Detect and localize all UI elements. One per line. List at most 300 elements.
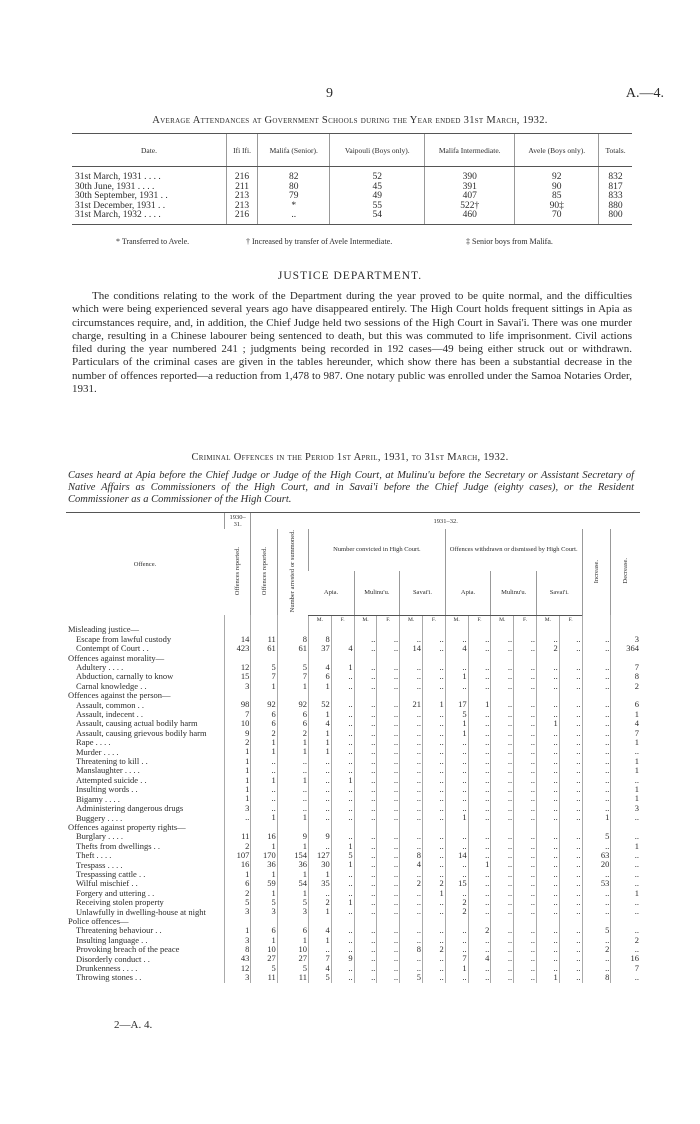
offence-value-cell: .. — [422, 644, 445, 653]
offence-value-cell: .. — [611, 898, 640, 907]
offence-value-cell — [354, 691, 377, 700]
offence-value-cell: .. — [514, 851, 537, 860]
offence-value-cell — [277, 625, 308, 634]
offence-value-cell: 3 — [224, 682, 250, 691]
offence-value-cell: .. — [354, 898, 377, 907]
offence-row — [66, 813, 640, 822]
offence-value-cell: 1 — [536, 719, 559, 728]
offence-value-cell — [354, 823, 377, 832]
offence-value-cell: .. — [491, 964, 514, 973]
offence-value-cell: .. — [224, 813, 250, 822]
offence-value-cell: 2 — [611, 936, 640, 945]
offence-value-cell — [377, 823, 400, 832]
col-convicted-apia: Apia. — [308, 571, 354, 615]
offence-name: Rape . . . . — [76, 738, 111, 748]
offence-value-cell — [611, 653, 640, 662]
offence-value-cell: 1 — [331, 776, 354, 785]
col-arrested: Number arrested or summoned. — [289, 530, 297, 613]
offence-value-cell — [251, 625, 277, 634]
offence-row — [66, 954, 640, 963]
offence-name: Assault, common . . — [76, 700, 144, 710]
offence-value-cell: .. — [582, 776, 611, 785]
offence-value-cell: .. — [354, 889, 377, 898]
offence-row — [66, 804, 640, 813]
offence-row — [66, 672, 640, 681]
offence-value-cell: 107 — [224, 851, 250, 860]
offence-value-cell — [468, 653, 491, 662]
offence-value-cell: .. — [536, 794, 559, 803]
offence-value-cell: .. — [400, 936, 423, 945]
offence-value-cell: 92 — [277, 700, 308, 709]
offence-value-cell: .. — [491, 757, 514, 766]
offence-value-cell: .. — [331, 757, 354, 766]
offence-row — [66, 700, 640, 709]
offence-name: Carnal knowledge . . — [76, 681, 147, 691]
offence-value-cell — [308, 823, 331, 832]
attendance-cell: 460 — [425, 211, 515, 224]
offence-value-cell: .. — [536, 964, 559, 973]
offence-value-cell: 3 — [224, 907, 250, 916]
attendance-cell: 90‡ — [515, 202, 599, 212]
offence-value-cell — [491, 691, 514, 700]
offence-value-cell: .. — [514, 794, 537, 803]
offence-value-cell: .. — [611, 747, 640, 756]
offence-value-cell: 5 — [251, 964, 277, 973]
offence-value-cell: 1 — [224, 794, 250, 803]
offence-value-cell: .. — [582, 898, 611, 907]
offence-value-cell: .. — [422, 794, 445, 803]
offence-value-cell — [468, 691, 491, 700]
offence-value-cell: .. — [377, 879, 400, 888]
offence-value-cell — [251, 653, 277, 662]
col-decrease: Decrease. — [622, 558, 630, 584]
offence-value-cell: 5 — [277, 964, 308, 973]
offence-value-cell: .. — [400, 964, 423, 973]
offence-value-cell: 2 — [422, 879, 445, 888]
sex-subheader-cell — [251, 615, 277, 625]
offence-value-cell: .. — [514, 973, 537, 982]
offence-value-cell: 1 — [224, 870, 250, 879]
offence-value-cell: .. — [277, 757, 308, 766]
offence-value-cell: .. — [422, 776, 445, 785]
offence-row — [66, 907, 640, 916]
offence-value-cell: .. — [611, 907, 640, 916]
offence-value-cell: .. — [611, 973, 640, 982]
offence-value-cell — [559, 823, 582, 832]
offence-name: Threatening to kill . . — [76, 756, 148, 767]
offence-value-cell: 1 — [224, 766, 250, 775]
offence-value-cell — [468, 917, 491, 926]
offence-value-cell — [354, 625, 377, 634]
offence-row — [66, 635, 640, 644]
offence-value-cell — [377, 691, 400, 700]
offence-value-cell: .. — [354, 964, 377, 973]
offence-value-cell: 1 — [224, 926, 250, 935]
col-convicted-mulinuu: Mulinu'u. — [354, 571, 400, 615]
offence-value-cell: .. — [445, 870, 468, 879]
offence-value-cell: .. — [251, 757, 277, 766]
offence-value-cell: .. — [445, 936, 468, 945]
offence-value-cell: 12 — [224, 964, 250, 973]
offence-value-cell: .. — [468, 898, 491, 907]
offence-value-cell: .. — [445, 663, 468, 672]
offence-value-cell — [331, 625, 354, 634]
offence-value-cell: 6 — [251, 926, 277, 935]
offence-value-cell: 1 — [277, 936, 308, 945]
offence-category: Police offences— — [68, 916, 129, 926]
offence-value-cell: .. — [377, 785, 400, 794]
offence-value-cell — [514, 691, 537, 700]
offence-value-cell: .. — [514, 700, 537, 709]
offence-value-cell: 4 — [445, 644, 468, 653]
offence-name: Forgery and uttering . . — [76, 888, 155, 898]
offence-name: Disorderly conduct . . — [76, 954, 150, 964]
offence-value-cell: .. — [377, 860, 400, 869]
offence-value-cell — [224, 691, 250, 700]
offence-value-cell — [251, 823, 277, 832]
offence-value-cell — [491, 653, 514, 662]
offence-value-cell: 4 — [308, 719, 331, 728]
offence-value-cell: 27 — [251, 954, 277, 963]
offence-value-cell: 3 — [611, 804, 640, 813]
offence-value-cell: 5 — [251, 663, 277, 672]
offence-value-cell: 5 — [277, 898, 308, 907]
offence-value-cell — [354, 917, 377, 926]
offence-value-cell: .. — [559, 889, 582, 898]
offence-category-row — [66, 823, 640, 832]
offence-value-cell: 1 — [611, 794, 640, 803]
offence-value-cell: 4 — [308, 964, 331, 973]
offence-value-cell: 1 — [251, 747, 277, 756]
offence-value-cell: .. — [514, 804, 537, 813]
offence-value-cell: 1 — [308, 870, 331, 879]
attendance-cell: 800 — [599, 211, 632, 224]
offence-name: Burglary . . . . — [76, 832, 124, 842]
offence-row — [66, 832, 640, 841]
offence-value-cell: 3 — [224, 936, 250, 945]
attendance-cell: 52 — [330, 167, 425, 183]
offence-value-cell: 1 — [611, 785, 640, 794]
offence-value-cell — [611, 917, 640, 926]
offence-value-cell: .. — [422, 936, 445, 945]
offence-value-cell: .. — [582, 889, 611, 898]
offence-value-cell — [445, 823, 468, 832]
offence-value-cell: 1 — [224, 757, 250, 766]
offence-value-cell: .. — [611, 879, 640, 888]
offence-value-cell: 2 — [445, 907, 468, 916]
offence-value-cell: 6 — [277, 926, 308, 935]
offence-value-cell: .. — [400, 776, 423, 785]
attendance-cell: 31st March, 1931 . . . . — [75, 172, 161, 182]
offence-value-cell: 6 — [611, 700, 640, 709]
offence-value-cell — [582, 691, 611, 700]
offence-value-cell: .. — [611, 860, 640, 869]
offence-value-cell: 7 — [251, 672, 277, 681]
col-withdrawn: Offences withdrawn or dismissed by High Court. — [445, 529, 582, 571]
offence-value-cell: 14 — [400, 644, 423, 653]
attendance-cell: 79 — [258, 192, 330, 202]
offence-value-cell: .. — [445, 842, 468, 851]
offence-value-cell: .. — [308, 889, 331, 898]
offence-name: Insulting words . . — [76, 785, 138, 795]
offence-value-cell: 37 — [308, 644, 331, 653]
offence-value-cell: 1 — [308, 682, 331, 691]
offence-value-cell: .. — [445, 832, 468, 841]
footnote-increased: † Increased by transfer of Avele Intermediate. — [246, 237, 393, 246]
offence-value-cell: .. — [377, 747, 400, 756]
offence-value-cell: .. — [331, 964, 354, 973]
offence-value-cell: .. — [331, 785, 354, 794]
offence-value-cell: 1 — [445, 729, 468, 738]
offence-value-cell: .. — [468, 644, 491, 653]
offence-value-cell: .. — [536, 889, 559, 898]
offence-value-cell: .. — [331, 729, 354, 738]
offence-value-cell: .. — [491, 766, 514, 775]
offence-value-cell: 2 — [468, 926, 491, 935]
offence-row — [66, 973, 640, 982]
offence-value-cell: .. — [559, 898, 582, 907]
offence-value-cell — [536, 917, 559, 926]
sex-subheader-cell: F. — [514, 615, 537, 625]
offence-name: Assault, causing actual bodily harm — [76, 719, 198, 729]
offence-value-cell: .. — [559, 973, 582, 982]
offence-row — [66, 785, 640, 794]
offence-value-cell: .. — [491, 860, 514, 869]
offence-value-cell: .. — [468, 794, 491, 803]
offence-value-cell: .. — [514, 898, 537, 907]
offence-value-cell — [514, 823, 537, 832]
offence-value-cell — [422, 653, 445, 662]
offence-value-cell: .. — [445, 860, 468, 869]
offence-value-cell: .. — [422, 964, 445, 973]
offence-value-cell: .. — [559, 719, 582, 728]
offence-value-cell: 10 — [277, 945, 308, 954]
attendance-cell: * — [258, 202, 330, 212]
offence-value-cell: .. — [308, 804, 331, 813]
attendance-cell: 54 — [330, 211, 425, 224]
offence-value-cell: .. — [251, 794, 277, 803]
offence-row — [66, 936, 640, 945]
criminal-offences-subtitle: Cases heard at Apia before the Chief Judge or Judge of the High Court, at Mulinu'u before the Secretary or Assistant Secretary of Native Affairs as Commissioners of the High Court, and in Savai'i before the Chief Judge (eighty cases), or the Resident Commissioner as a Commissioner of the High Court. — [68, 470, 634, 505]
offence-value-cell: 1 — [277, 842, 308, 851]
offence-value-cell: .. — [422, 672, 445, 681]
offence-value-cell: .. — [468, 635, 491, 644]
offence-value-cell: 1 — [308, 936, 331, 945]
offence-value-cell: .. — [514, 757, 537, 766]
offence-value-cell: .. — [377, 832, 400, 841]
offence-value-cell: .. — [536, 936, 559, 945]
offence-value-cell: .. — [491, 682, 514, 691]
offence-value-cell: .. — [491, 804, 514, 813]
offence-value-cell: .. — [536, 766, 559, 775]
sex-subheader-cell: M. — [491, 615, 514, 625]
offence-value-cell: .. — [354, 776, 377, 785]
offence-value-cell: .. — [536, 860, 559, 869]
offence-value-cell: .. — [400, 682, 423, 691]
offence-value-cell: .. — [559, 804, 582, 813]
offence-value-cell: .. — [277, 804, 308, 813]
offence-value-cell: 2 — [224, 842, 250, 851]
offence-value-cell: 8 — [277, 635, 308, 644]
offence-value-cell: 423 — [224, 644, 250, 653]
offence-value-cell: .. — [468, 964, 491, 973]
offence-value-cell: .. — [331, 879, 354, 888]
offence-value-cell: .. — [514, 870, 537, 879]
offence-value-cell: .. — [422, 719, 445, 728]
offence-row — [66, 851, 640, 860]
offence-value-cell: .. — [468, 672, 491, 681]
offence-value-cell: .. — [377, 663, 400, 672]
offence-value-cell: .. — [468, 682, 491, 691]
offence-value-cell: 2 — [611, 682, 640, 691]
offence-value-cell: 1 — [445, 672, 468, 681]
offence-value-cell — [308, 691, 331, 700]
offence-value-cell: 3 — [224, 973, 250, 982]
offence-value-cell: .. — [514, 729, 537, 738]
offence-value-cell: .. — [445, 785, 468, 794]
offence-value-cell: .. — [377, 898, 400, 907]
offence-value-cell: .. — [514, 635, 537, 644]
offence-value-cell: .. — [331, 804, 354, 813]
offence-value-cell: 8 — [611, 672, 640, 681]
attendance-cell: 407 — [425, 192, 515, 202]
offence-value-cell: 7 — [611, 729, 640, 738]
offence-value-cell: .. — [491, 889, 514, 898]
offence-value-cell: 1 — [611, 738, 640, 747]
offence-value-cell: .. — [514, 672, 537, 681]
offence-value-cell: .. — [331, 719, 354, 728]
offence-value-cell: .. — [582, 907, 611, 916]
attendance-cell: 30th June, 1931 . . . . — [75, 181, 155, 192]
offence-name: Attempted suicide . . — [76, 775, 147, 785]
offence-value-cell: .. — [400, 842, 423, 851]
offence-value-cell: .. — [400, 719, 423, 728]
offence-value-cell: .. — [536, 926, 559, 935]
offence-value-cell: .. — [582, 672, 611, 681]
offence-value-cell: 1 — [468, 860, 491, 869]
offence-row — [66, 663, 640, 672]
offence-value-cell: .. — [559, 964, 582, 973]
criminal-offences-title: Criminal Offences in the Period 1st April, 1931, to 31st March, 1932. — [191, 452, 509, 463]
offence-value-cell: 170 — [251, 851, 277, 860]
offence-row — [66, 644, 640, 653]
offence-value-cell — [224, 917, 250, 926]
attendance-cell: 92 — [515, 167, 599, 183]
offence-value-cell — [277, 691, 308, 700]
offence-value-cell: 10 — [224, 719, 250, 728]
offence-value-cell: .. — [354, 710, 377, 719]
attendance-cell: 85 — [515, 192, 599, 202]
offence-category: Offences against property rights— — [68, 822, 186, 832]
col-year-1930: 1930–31. — [224, 513, 250, 530]
offence-value-cell: .. — [468, 757, 491, 766]
offence-value-cell: .. — [559, 663, 582, 672]
offence-value-cell: .. — [377, 682, 400, 691]
offence-value-cell: .. — [354, 907, 377, 916]
offence-value-cell: .. — [422, 870, 445, 879]
col-increase: Increase. — [592, 559, 600, 583]
offence-value-cell: .. — [559, 738, 582, 747]
offence-value-cell: .. — [377, 794, 400, 803]
offence-value-cell: .. — [468, 785, 491, 794]
offence-value-cell: 1 — [536, 973, 559, 982]
offence-value-cell: .. — [559, 747, 582, 756]
offence-value-cell: 1 — [251, 813, 277, 822]
offence-value-cell: .. — [491, 813, 514, 822]
offence-value-cell: .. — [559, 710, 582, 719]
offence-value-cell: .. — [559, 907, 582, 916]
offence-value-cell: 5 — [400, 973, 423, 982]
attendance-cell: 30th September, 1931 . . — [75, 191, 168, 201]
col-withdrawn-savaii: Savai'i. — [536, 571, 582, 615]
offence-name: Adultery . . . . — [76, 662, 124, 673]
offence-category: Offences against the person— — [68, 691, 171, 701]
offence-value-cell: .. — [514, 776, 537, 785]
offence-name: Bigamy . . . . — [76, 794, 120, 804]
offence-value-cell: 2 — [445, 898, 468, 907]
offence-value-cell: .. — [536, 785, 559, 794]
offence-value-cell: .. — [468, 813, 491, 822]
offence-value-cell: .. — [491, 785, 514, 794]
offence-value-cell: .. — [468, 747, 491, 756]
offence-value-cell: .. — [354, 766, 377, 775]
offence-value-cell: 4 — [611, 719, 640, 728]
attendance-cell: 49 — [330, 192, 425, 202]
offence-value-cell: 1 — [445, 719, 468, 728]
offence-value-cell: .. — [536, 672, 559, 681]
offence-value-cell: .. — [422, 813, 445, 822]
offence-value-cell: 3 — [611, 635, 640, 644]
offence-value-cell: .. — [400, 889, 423, 898]
offence-value-cell — [468, 823, 491, 832]
sex-subheader-cell: F. — [377, 615, 400, 625]
offence-value-cell: 2 — [422, 945, 445, 954]
attendance-cell: 45 — [330, 183, 425, 193]
attendance-col-header: Totals. — [599, 134, 632, 167]
offence-value-cell: .. — [400, 785, 423, 794]
offence-value-cell: .. — [354, 954, 377, 963]
offence-value-cell: 9 — [308, 832, 331, 841]
offence-value-cell: .. — [400, 663, 423, 672]
offence-value-cell: .. — [422, 729, 445, 738]
offence-value-cell: .. — [422, 860, 445, 869]
offence-value-cell: .. — [491, 870, 514, 879]
offence-value-cell: .. — [445, 889, 468, 898]
attendance-table-title: Average Attendances at Government Schools during the Year ended 31st March, 1932. — [152, 115, 548, 126]
offence-value-cell: .. — [331, 794, 354, 803]
offence-value-cell: .. — [400, 832, 423, 841]
offence-value-cell: .. — [468, 710, 491, 719]
offence-value-cell: 14 — [445, 851, 468, 860]
offence-value-cell: .. — [400, 804, 423, 813]
offence-value-cell: 43 — [224, 954, 250, 963]
offence-value-cell: .. — [445, 682, 468, 691]
offence-value-cell: .. — [400, 954, 423, 963]
offence-value-cell: .. — [582, 710, 611, 719]
page-number: 9 — [326, 86, 333, 101]
offence-value-cell: 63 — [582, 851, 611, 860]
offence-value-cell: .. — [331, 832, 354, 841]
offence-value-cell: .. — [377, 851, 400, 860]
offence-value-cell — [536, 653, 559, 662]
offence-name: Manslaughter . . . . — [76, 766, 140, 776]
offence-row — [66, 889, 640, 898]
offence-value-cell: .. — [445, 926, 468, 935]
offence-value-cell: .. — [559, 635, 582, 644]
offence-value-cell — [536, 625, 559, 634]
offence-value-cell — [400, 691, 423, 700]
offence-value-cell: .. — [331, 870, 354, 879]
